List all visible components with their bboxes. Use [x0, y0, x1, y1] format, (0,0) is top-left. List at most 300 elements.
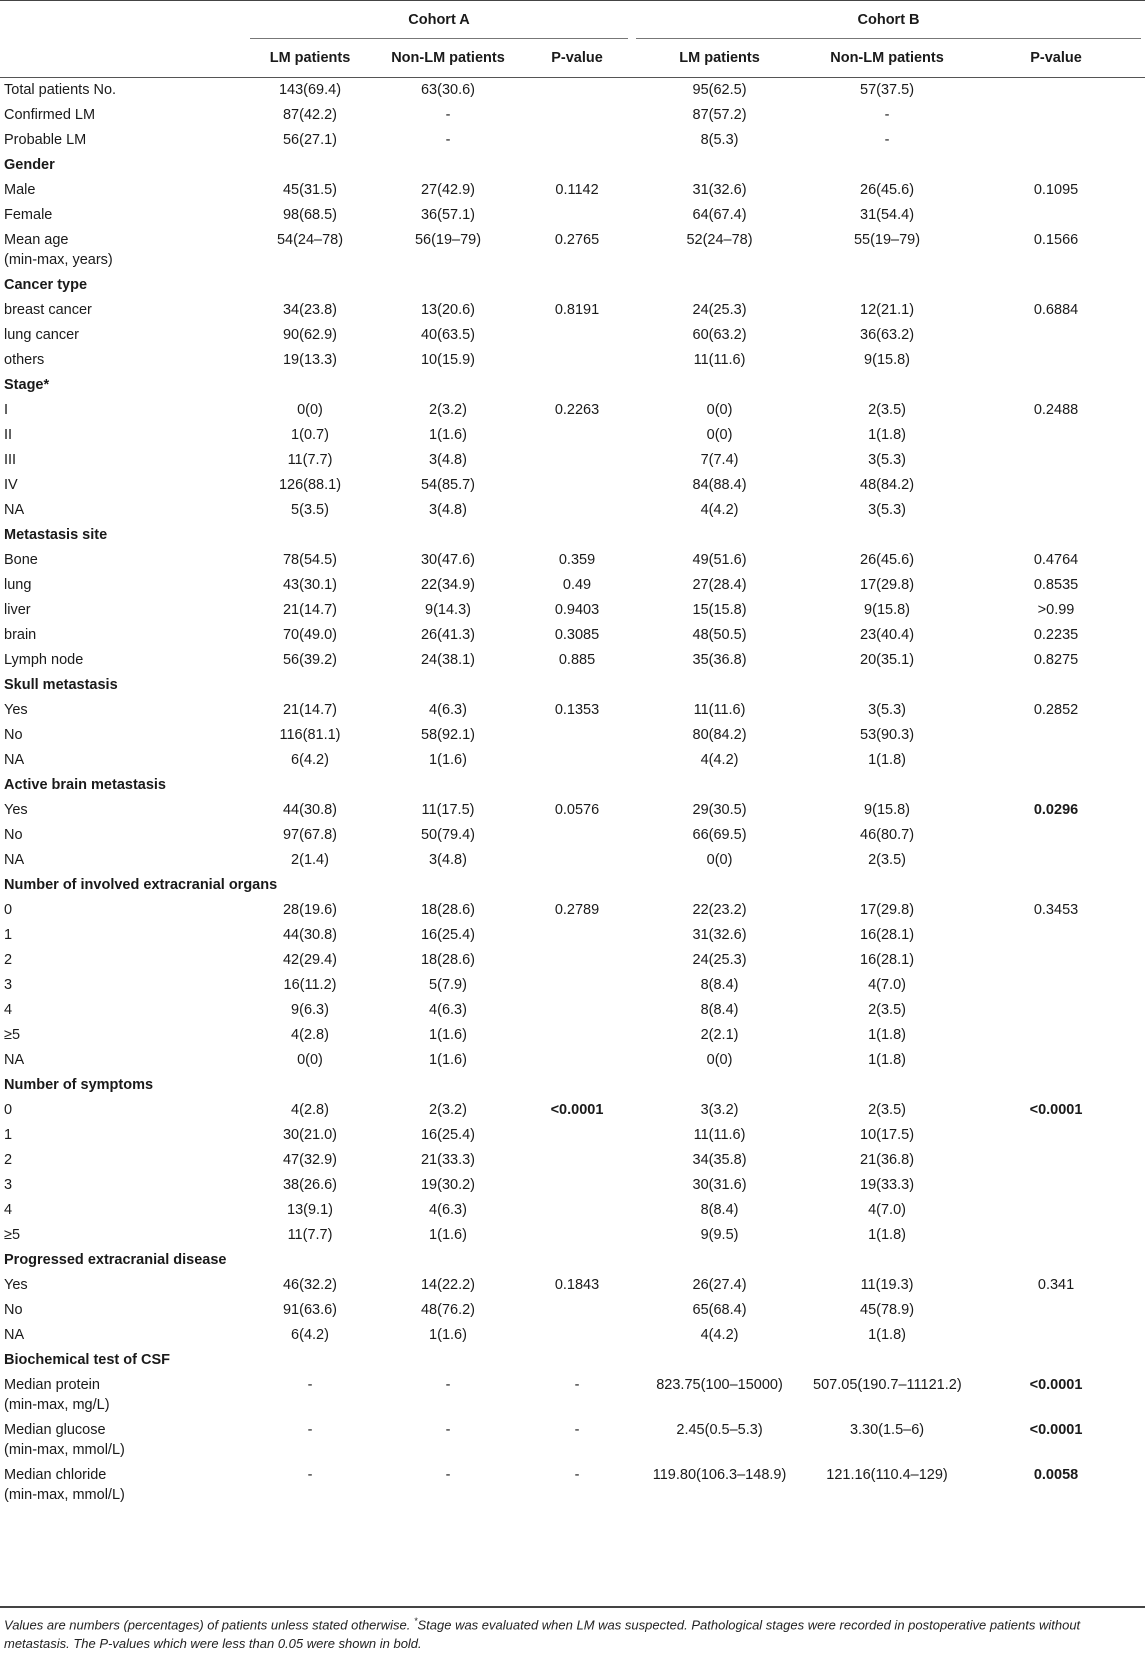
- table-row: [0, 548, 1145, 573]
- table-cell: 63(30.6): [420, 82, 475, 98]
- table-cell: -: [445, 132, 451, 148]
- row-label-text: Male: [4, 182, 36, 198]
- row-label-text: 2: [4, 952, 13, 968]
- table-cell: 5(3.5): [291, 502, 329, 518]
- table-cell: [522, 78, 632, 104]
- cohort-b-header: Cohort B: [632, 1, 1145, 40]
- table-row: [0, 798, 1145, 823]
- table-cell: 20(35.1): [860, 652, 915, 668]
- row-label: [0, 1463, 246, 1508]
- section-label: Stage*: [4, 377, 50, 393]
- row-label: [0, 203, 246, 228]
- table-cell: 11(7.7): [287, 1227, 333, 1243]
- table-cell: 97(67.8): [282, 827, 337, 843]
- row-label-subtext: (min-max, mmol/L): [4, 1487, 125, 1503]
- table-cell: 1(1.8): [868, 1327, 906, 1343]
- table-row: [0, 448, 1145, 473]
- table-cell: 24(25.3): [692, 952, 747, 968]
- table-cell: 44(30.8): [282, 802, 337, 818]
- row-label-text: II: [4, 427, 13, 443]
- row-label-text: NA: [4, 1327, 25, 1343]
- table-cell: 14(22.2): [420, 1277, 475, 1293]
- table-cell: -: [445, 107, 451, 123]
- table-cell: 42(29.4): [282, 952, 337, 968]
- table-cell: 1(1.6): [429, 1027, 467, 1043]
- table-cell: 2(3.5): [868, 402, 906, 418]
- table-cell: 50(79.4): [420, 827, 475, 843]
- table-cell: 1(1.6): [429, 752, 467, 768]
- table-cell: [967, 748, 1145, 773]
- table-cell: -: [574, 1377, 580, 1393]
- table-cell: 6(4.2): [291, 1327, 329, 1343]
- table-cell: -: [445, 1377, 451, 1393]
- table-cell: 19(13.3): [282, 352, 337, 368]
- table-cell: [967, 128, 1145, 153]
- row-label: [0, 1148, 246, 1173]
- col-header: LM patients: [246, 39, 374, 78]
- row-label: [0, 178, 246, 203]
- table-row: [0, 598, 1145, 623]
- table-cell: 70(49.0): [282, 627, 337, 643]
- table-cell: [522, 748, 632, 773]
- table-cell: 4(6.3): [429, 1202, 467, 1218]
- table-cell: 3(4.8): [429, 502, 467, 518]
- table-cell: 47(32.9): [282, 1152, 337, 1168]
- row-label-text: Yes: [4, 802, 28, 818]
- row-label: [0, 848, 246, 873]
- table-cell: 84(88.4): [692, 477, 747, 493]
- table-cell: [967, 1298, 1145, 1323]
- table-cell: 2(2.1): [700, 1027, 739, 1043]
- table-cell: 60(63.2): [692, 327, 747, 343]
- table-row: [0, 398, 1145, 423]
- table-cell: 0.1353: [554, 702, 600, 718]
- table-cell: -: [884, 107, 890, 123]
- table-cell: 0.0576: [554, 802, 600, 818]
- table-row: [0, 973, 1145, 998]
- table-cell: 0.3085: [554, 627, 600, 643]
- table-cell: 2(3.2): [429, 402, 467, 418]
- table-cell: 56(39.2): [282, 652, 337, 668]
- row-label-text: Yes: [4, 702, 28, 718]
- table-cell: 87(42.2): [282, 107, 337, 123]
- row-label: [0, 1198, 246, 1223]
- table-cell: 0.8275: [1033, 652, 1079, 668]
- table-cell: -: [574, 1467, 580, 1483]
- row-label: [0, 1123, 246, 1148]
- table-cell: 29(30.5): [692, 802, 747, 818]
- section-label: Metastasis site: [4, 527, 108, 543]
- table-cell: 8(8.4): [700, 1202, 739, 1218]
- table-cell: 46(32.2): [282, 1277, 337, 1293]
- table-cell: 1(1.8): [868, 1052, 906, 1068]
- col-header: Non-LM patients: [374, 39, 522, 78]
- table-cell: 26(45.6): [860, 182, 915, 198]
- table-cell: [967, 203, 1145, 228]
- table-cell: 4(4.2): [700, 752, 739, 768]
- table-cell: 2(3.5): [868, 1002, 906, 1018]
- section-row: [0, 673, 1145, 698]
- table-cell: [967, 723, 1145, 748]
- table-cell: 0.359: [558, 552, 596, 568]
- section-label: Skull metastasis: [4, 677, 118, 693]
- table-row: [0, 203, 1145, 228]
- table-cell: >0.99: [1037, 602, 1075, 618]
- table-cell: 27(28.4): [692, 577, 747, 593]
- table-cell: [522, 323, 632, 348]
- row-label-text: No: [4, 1302, 23, 1318]
- table-cell: 10(17.5): [860, 1127, 915, 1143]
- table-cell: 36(63.2): [860, 327, 915, 343]
- table-cell: 4(2.8): [291, 1027, 329, 1043]
- row-label-text: No: [4, 827, 23, 843]
- table-cell: 0.4764: [1033, 552, 1079, 568]
- row-label: [0, 1323, 246, 1348]
- table-row: [0, 898, 1145, 923]
- table-cell: 46(80.7): [860, 827, 915, 843]
- table-cell: 8(8.4): [700, 977, 739, 993]
- section-row: [0, 773, 1145, 798]
- table-cell: 0(0): [706, 852, 733, 868]
- section-row: [0, 1248, 1145, 1273]
- table-cell: [522, 103, 632, 128]
- table-row: [0, 1273, 1145, 1298]
- table-cell: 0(0): [706, 427, 733, 443]
- table-cell: [522, 923, 632, 948]
- table-cell: <0.0001: [1029, 1377, 1083, 1393]
- row-label: [0, 1023, 246, 1048]
- row-label: [0, 1048, 246, 1073]
- row-label-subtext: (min-max, years): [4, 252, 113, 268]
- table-cell: [522, 1223, 632, 1248]
- table-cell: 3(5.3): [868, 452, 906, 468]
- table-cell: 0.9403: [554, 602, 600, 618]
- table-cell: -: [574, 1422, 580, 1438]
- table-cell: 45(78.9): [860, 1302, 915, 1318]
- row-label-text: Median chloride: [4, 1467, 107, 1483]
- row-label-text: lung: [4, 577, 32, 593]
- table-cell: 30(21.0): [282, 1127, 337, 1143]
- table-cell: 0(0): [297, 1052, 323, 1068]
- table-cell: -: [884, 132, 890, 148]
- table-row: [0, 348, 1145, 373]
- table-cell: [522, 348, 632, 373]
- row-label: [0, 323, 246, 348]
- table-cell: [967, 848, 1145, 873]
- row-label: [0, 998, 246, 1023]
- table-row: [0, 698, 1145, 723]
- table-cell: 31(32.6): [692, 182, 747, 198]
- section-label: Active brain metastasis: [4, 777, 166, 793]
- table-cell: [967, 1123, 1145, 1148]
- table-cell: 53(90.3): [860, 727, 915, 743]
- table-cell: 0(0): [706, 1052, 733, 1068]
- section-row: [0, 153, 1145, 178]
- table-cell: 26(45.6): [860, 552, 915, 568]
- table-cell: 18(28.6): [420, 902, 475, 918]
- col-header: P-value: [967, 39, 1145, 78]
- table-row: [0, 78, 1145, 104]
- table-row: [0, 423, 1145, 448]
- table-cell: 31(54.4): [860, 207, 915, 223]
- table-cell: 16(28.1): [860, 952, 915, 968]
- table-cell: 1(0.7): [291, 427, 329, 443]
- row-label-text: Bone: [4, 552, 38, 568]
- row-label: [0, 573, 246, 598]
- row-label: [0, 1223, 246, 1248]
- table-cell: 48(50.5): [692, 627, 747, 643]
- table-cell: 6(4.2): [291, 752, 329, 768]
- table-cell: 30(47.6): [420, 552, 475, 568]
- table-cell: [967, 948, 1145, 973]
- table-cell: 90(62.9): [282, 327, 337, 343]
- row-label: [0, 898, 246, 923]
- cohort-a-header: Cohort A: [246, 1, 632, 40]
- table-cell: 1(1.8): [868, 427, 906, 443]
- table-cell: 16(28.1): [860, 927, 915, 943]
- header-row-cohorts: [0, 1, 1145, 40]
- row-label-text: IV: [4, 477, 18, 493]
- table-cell: [967, 1323, 1145, 1348]
- table-cell: 0.1142: [555, 182, 599, 198]
- table-row: [0, 1198, 1145, 1223]
- row-label: [0, 973, 246, 998]
- table-cell: 507.05(190.7–11121.2): [813, 1377, 962, 1393]
- row-label: [0, 448, 246, 473]
- table-cell: [522, 203, 632, 228]
- section-label: Biochemical test of CSF: [4, 1352, 170, 1368]
- table-cell: 22(23.2): [692, 902, 747, 918]
- table-row: [0, 178, 1145, 203]
- section-row: [0, 373, 1145, 398]
- table-cell: 0.0058: [1033, 1467, 1079, 1483]
- table-cell: [522, 1298, 632, 1323]
- table-cell: 1(1.8): [868, 1227, 906, 1243]
- table-cell: 9(15.8): [864, 602, 910, 618]
- table-cell: [522, 948, 632, 973]
- table-cell: 9(6.3): [291, 1002, 329, 1018]
- row-label-text: NA: [4, 1052, 25, 1068]
- table-cell: 45(31.5): [282, 182, 337, 198]
- row-label: [0, 598, 246, 623]
- table-row: [0, 1148, 1145, 1173]
- table-cell: 2(3.2): [429, 1102, 467, 1118]
- table-cell: [967, 78, 1145, 104]
- table-cell: 9(9.5): [700, 1227, 739, 1243]
- row-label-text: lung cancer: [4, 327, 79, 343]
- table-cell: -: [307, 1377, 313, 1393]
- table-cell: 21(36.8): [860, 1152, 915, 1168]
- table-footnote: Values are numbers (percentages) of patients unless stated otherwise. *Stage was evaluated when LM was suspected. Pathological stages were recorded in postoperative patients without metastasis. The P-values which were less than 0.05 were shown in bold.: [4, 1616, 1081, 1652]
- table-cell: 0.2263: [554, 402, 600, 418]
- table-cell: 8(5.3): [700, 132, 739, 148]
- table-cell: 9(15.8): [864, 352, 910, 368]
- table-cell: [522, 973, 632, 998]
- row-label-text: 0: [4, 1102, 13, 1118]
- table-cell: 15(15.8): [692, 602, 747, 618]
- col-header: LM patients: [632, 39, 807, 78]
- table-cell: 1(1.8): [868, 1027, 906, 1043]
- table-cell: 0.1095: [1033, 182, 1079, 198]
- table-cell: 4(6.3): [429, 702, 467, 718]
- table-row: [0, 573, 1145, 598]
- table-cell: [967, 973, 1145, 998]
- row-label: [0, 948, 246, 973]
- table-row: [0, 298, 1145, 323]
- table-cell: 1(1.6): [429, 1227, 467, 1243]
- table-cell: [522, 498, 632, 523]
- table-cell: 0.2789: [554, 902, 600, 918]
- row-label-text: Confirmed LM: [4, 107, 96, 123]
- row-label-text: 4: [4, 1002, 13, 1018]
- row-label: [0, 423, 246, 448]
- table-cell: 34(23.8): [282, 302, 337, 318]
- table-cell: [522, 1323, 632, 1348]
- row-label: [0, 548, 246, 573]
- table-cell: [967, 473, 1145, 498]
- table-cell: [522, 1023, 632, 1048]
- table-cell: [967, 1148, 1145, 1173]
- table-cell: 22(34.9): [420, 577, 475, 593]
- table-cell: 11(11.6): [693, 702, 746, 718]
- row-label-text: Mean age: [4, 232, 69, 248]
- row-label: [0, 1173, 246, 1198]
- table-cell: 2(3.5): [868, 1102, 906, 1118]
- row-label: [0, 623, 246, 648]
- row-label-text: brain: [4, 627, 37, 643]
- table-row: [0, 1173, 1145, 1198]
- row-label: [0, 923, 246, 948]
- table-cell: [967, 1198, 1145, 1223]
- row-label-text: III: [4, 452, 17, 468]
- table-cell: 2(1.4): [291, 852, 329, 868]
- table-row: [0, 103, 1145, 128]
- table-cell: 26(41.3): [420, 627, 475, 643]
- table-cell: 21(14.7): [282, 702, 337, 718]
- row-label: [0, 1418, 246, 1463]
- row-label-text: Total patients No.: [4, 82, 117, 98]
- table-cell: 18(28.6): [420, 952, 475, 968]
- row-label: [0, 698, 246, 723]
- table-cell: 35(36.8): [692, 652, 747, 668]
- row-label-text: NA: [4, 752, 25, 768]
- table-cell: 78(54.5): [282, 552, 337, 568]
- table-cell: 4(4.2): [700, 502, 739, 518]
- row-label-text: liver: [4, 602, 31, 618]
- table-cell: [967, 998, 1145, 1023]
- table-cell: 16(25.4): [420, 927, 475, 943]
- table-cell: [522, 1123, 632, 1148]
- table-cell: [967, 823, 1145, 848]
- table-cell: [522, 1148, 632, 1173]
- table-cell: [522, 998, 632, 1023]
- table-cell: 1(1.6): [429, 1052, 467, 1068]
- table-cell: 36(57.1): [420, 207, 475, 223]
- table-cell: 0.2235: [1033, 627, 1079, 643]
- table-row: [0, 1463, 1145, 1508]
- table-cell: 26(27.4): [692, 1277, 747, 1293]
- table-row: [0, 648, 1145, 673]
- row-label: [0, 103, 246, 128]
- row-label-text: others: [4, 352, 45, 368]
- table-row: [0, 1298, 1145, 1323]
- table-cell: 823.75(100–15000): [656, 1377, 783, 1393]
- table-cell: 0.0296: [1033, 802, 1079, 818]
- table-row: [0, 1373, 1145, 1418]
- table-row: [0, 1023, 1145, 1048]
- table-cell: 0(0): [297, 402, 323, 418]
- table-cell: 9(15.8): [864, 802, 910, 818]
- header-row-columns: [0, 39, 1145, 78]
- table-cell: 116(81.1): [279, 727, 341, 743]
- table-cell: 34(35.8): [692, 1152, 747, 1168]
- table-cell: [522, 848, 632, 873]
- row-label: [0, 228, 246, 273]
- table-cell: 21(14.7): [282, 602, 337, 618]
- table-cell: 3(5.3): [868, 702, 906, 718]
- row-label-text: Median glucose: [4, 1422, 106, 1438]
- table-cell: 2.45(0.5–5.3): [676, 1422, 763, 1438]
- table-cell: 17(29.8): [860, 577, 915, 593]
- table-cell: 54(24–78): [276, 232, 344, 248]
- table-cell: 0.2852: [1033, 702, 1079, 718]
- table-cell: 0.8191: [554, 302, 600, 318]
- row-label-text: ≥5: [4, 1027, 21, 1043]
- table-cell: [967, 1048, 1145, 1073]
- row-label-text: ≥5: [4, 1227, 21, 1243]
- table-cell: 11(7.7): [287, 452, 333, 468]
- table-cell: -: [445, 1467, 451, 1483]
- table-cell: [522, 423, 632, 448]
- table-cell: 19(33.3): [860, 1177, 915, 1193]
- table-row: [0, 848, 1145, 873]
- section-label: Gender: [4, 157, 55, 173]
- table-cell: 3(4.8): [429, 852, 467, 868]
- section-label: Number of involved extracranial organs: [4, 877, 278, 893]
- table-cell: 11(11.6): [693, 352, 746, 368]
- table-cell: 0.2488: [1033, 402, 1079, 418]
- table-cell: 5(7.9): [429, 977, 467, 993]
- table-cell: 1(1.8): [868, 752, 906, 768]
- table-cell: 9(14.3): [425, 602, 471, 618]
- table-cell: [967, 348, 1145, 373]
- row-label: [0, 723, 246, 748]
- table-cell: 121.16(110.4–129): [826, 1467, 948, 1483]
- row-label-text: No: [4, 727, 23, 743]
- table-cell: 0.49: [562, 577, 592, 593]
- col-header: Non-LM patients: [807, 39, 967, 78]
- table-cell: 64(67.4): [692, 207, 747, 223]
- table-row: [0, 1223, 1145, 1248]
- table-cell: 49(51.6): [692, 552, 747, 568]
- table-cell: 11(11.6): [693, 1127, 746, 1143]
- table-cell: 65(68.4): [692, 1302, 747, 1318]
- table-cell: 58(92.1): [420, 727, 475, 743]
- table-row: [0, 1123, 1145, 1148]
- table-cell: 56(27.1): [282, 132, 337, 148]
- table-row: [0, 1098, 1145, 1123]
- table-cell: <0.0001: [550, 1102, 604, 1118]
- table-row: [0, 128, 1145, 153]
- table-row: [0, 228, 1145, 273]
- table-cell: [522, 723, 632, 748]
- row-label: [0, 498, 246, 523]
- row-label: [0, 1298, 246, 1323]
- row-label-text: breast cancer: [4, 302, 92, 318]
- table-row: [0, 723, 1145, 748]
- section-label: Progressed extracranial disease: [4, 1252, 227, 1268]
- table-cell: 16(25.4): [420, 1127, 475, 1143]
